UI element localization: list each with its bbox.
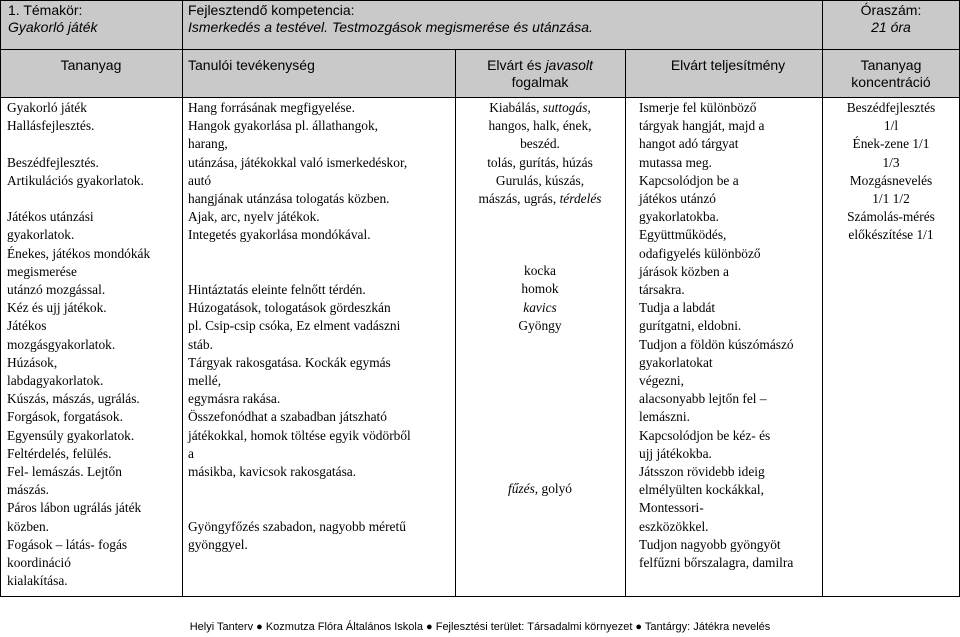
koncentracio-column <box>822 99 960 245</box>
col-header-fogalmak-a: Elvárt és <box>487 57 546 73</box>
col-header-koncentracio-a: Tananyag <box>860 57 922 73</box>
teljesitmeny-line: hangot adó tárgyat <box>639 136 739 152</box>
koncentracio-line: előkészítése 1/1 <box>848 227 934 243</box>
teljesitmeny-line: társakra. <box>639 282 685 298</box>
teljesitmeny-line: végezni, <box>639 373 684 389</box>
tananyag-line: labdagyakorlatok. <box>7 373 104 389</box>
tananyag-line: mozgásgyakorlatok. <box>7 336 116 352</box>
col-header-fogalmak <box>455 57 625 91</box>
tananyag-line: Húzások, <box>7 354 58 370</box>
teljesitmeny-line: Együttműködés, <box>639 227 727 243</box>
border-bottom <box>0 596 960 597</box>
tananyag-line: Egyensúly gyakorlatok. <box>7 427 135 443</box>
col-header-tevekenyseg: Tanulói tevékenység <box>188 57 315 73</box>
tananyag-line: Fogások – látás- fogás <box>7 536 128 552</box>
tevekenyseg-column <box>188 99 450 554</box>
tevekenyseg-line <box>188 499 450 517</box>
tananyag-line: közben. <box>7 518 50 534</box>
teljesitmeny-line: Kapcsolódjon be kéz- és <box>639 427 771 443</box>
fogalmak-golyo: , golyó <box>534 481 572 497</box>
koncentracio-line: 1/3 <box>882 154 900 170</box>
teljesitmeny-line: odafigyelés különböző <box>639 245 761 261</box>
tevekenyseg-line <box>188 481 450 499</box>
tananyag-line: Páros lábon ugrálás játék <box>7 500 142 516</box>
teljesitmeny-line: Kapcsolódjon be a <box>639 172 739 188</box>
tevekenyseg-line: másikba, kavicsok rakosgatása. <box>188 464 357 480</box>
divider-1 <box>182 0 183 597</box>
teljesitmeny-line: Tudjon a földön kúszómászó <box>639 336 794 352</box>
fogalmak-row1a: Kiabálás, <box>489 100 543 115</box>
divider-3 <box>625 50 626 597</box>
col-header-koncentracio-b: koncentráció <box>851 74 931 90</box>
tevekenyseg-line: Gyöngyfőzés szabadon, nagyobb méretű <box>188 518 406 534</box>
tevekenyseg-line: harang, <box>188 136 228 152</box>
teljesitmeny-line: Játsszon rövidebb ideig <box>639 464 765 480</box>
tevekenyseg-line: Hangok gyakorlása pl. állathangok, <box>188 118 379 134</box>
tananyag-line: Beszédfejlesztés. <box>7 154 99 170</box>
col-header-teljesitmeny: Elvárt teljesítmény <box>670 57 786 73</box>
tananyag-line: Feltérdelés, felülés. <box>7 445 112 461</box>
tananyag-line: Kéz és ujj játékok. <box>7 300 107 316</box>
tevekenyseg-line: Hintáztatás eleinte felnőtt térdén. <box>188 282 366 298</box>
teljesitmeny-line: lemászni. <box>639 409 690 425</box>
teljesitmeny-line: gyakorlatokat <box>639 354 713 370</box>
teljesitmeny-line: játékos utánzó <box>639 191 716 207</box>
tananyag-line <box>7 190 179 208</box>
border-top <box>0 0 960 1</box>
teljesitmeny-line: felfűzni bőrszalagra, damilra <box>639 555 794 571</box>
tananyag-line: Fel- lemászás. Lejtőn <box>7 464 122 480</box>
fogalmak-row2: hangos, halk, ének, <box>488 118 592 134</box>
competency-value: Ismerkedés a testével. Testmozgások megismerése és utánzása. <box>188 19 593 35</box>
topic-value: Gyakorló játék <box>8 19 98 35</box>
fogalmak-kocka: kocka <box>524 263 556 279</box>
teljesitmeny-line: ujj játékokba. <box>639 445 712 461</box>
competency-label: Fejlesztendő kompetencia: <box>188 2 355 18</box>
koncentracio-line: Számolás-mérés <box>847 209 935 225</box>
teljesitmeny-column <box>639 99 821 572</box>
teljesitmeny-line: mutassa meg. <box>639 154 712 170</box>
divider-4 <box>822 0 823 597</box>
col-header-tananyag: Tananyag <box>60 57 122 73</box>
tananyag-line: Játékos <box>7 318 47 334</box>
fogalmak-kavics: kavics <box>523 299 557 315</box>
fogalmak-row3: beszéd. <box>520 136 560 152</box>
tevekenyseg-line: Húzogatások, tologatások gördeszkán <box>188 300 391 316</box>
koncentracio-line: 1/l <box>883 118 899 134</box>
table-header <box>0 0 960 97</box>
tevekenyseg-line: mellé, <box>188 373 222 389</box>
col-header-fogalmak-b: fogalmak <box>511 74 569 90</box>
tevekenyseg-line: Tárgyak rakosgatása. Kockák egymás <box>188 354 391 370</box>
teljesitmeny-line: elmélyülten kockákkal, <box>639 482 764 498</box>
teljesitmeny-line: eszközökkel. <box>639 518 709 534</box>
tananyag-line: kialakítása. <box>7 573 68 589</box>
tananyag-line: Játékos utánzási <box>7 209 94 225</box>
tananyag-line <box>7 135 179 153</box>
tananyag-line: gyakorlatok. <box>7 227 75 243</box>
tevekenyseg-line: utánzása, játékokkal való ismerkedéskor, <box>188 154 408 170</box>
tevekenyseg-line: a <box>188 445 194 461</box>
tananyag-line: koordináció <box>7 555 71 571</box>
tevekenyseg-line: játékokkal, homok töltése egyik vödörből <box>188 427 411 443</box>
hours-label: Óraszám: <box>860 2 922 18</box>
teljesitmeny-line: gurítgatni, eldobni. <box>639 318 742 334</box>
tevekenyseg-line: egymásra rakása. <box>188 391 281 407</box>
border-left <box>0 0 1 597</box>
koncentracio-line: 1/1 1/2 <box>872 191 910 207</box>
tevekenyseg-line: hangjának utánzása tologatás közben. <box>188 191 390 207</box>
tananyag-line: mászás. <box>7 482 50 498</box>
header-row-columns <box>0 50 960 97</box>
koncentracio-line: Beszédfejlesztés <box>846 100 936 115</box>
tevekenyseg-line <box>188 245 450 263</box>
teljesitmeny-line: Tudja a labdát <box>639 300 716 316</box>
fogalmak-homok: homok <box>521 281 559 297</box>
tananyag-line: Hallásfejlesztés. <box>7 118 95 134</box>
topic-label: 1. Témakör: <box>8 2 83 18</box>
page-footer: Helyi Tanterv ● Kozmutza Flóra Általános Iskola ● Fejlesztési terület: Társadalmi környezet ● Tantárgy: Játékra nevelés <box>189 621 771 633</box>
teljesitmeny-line: Tudjon nagyobb gyöngyöt <box>639 536 781 552</box>
tevekenyseg-line: pl. Csip-csip csóka, Ez elment vadászni <box>188 318 401 334</box>
competency-cell <box>188 2 593 36</box>
tananyag-line: utánzó mozgással. <box>7 282 106 298</box>
koncentracio-line: Ének-zene 1/1 <box>852 136 930 152</box>
tevekenyseg-line <box>188 263 450 281</box>
teljesitmeny-line: gyakorlatokba. <box>639 209 719 225</box>
tevekenyseg-line: stáb. <box>188 336 213 352</box>
tevekenyseg-line: Integetés gyakorlása mondókával. <box>188 227 371 243</box>
header-row-topic <box>0 0 960 50</box>
teljesitmeny-line: járások közben a <box>639 263 729 279</box>
teljesitmeny-line: alacsonyabb lejtőn fel – <box>639 391 767 407</box>
fogalmak-row6b: térdelés <box>559 191 602 207</box>
tevekenyseg-line: Összefonódhat a szabadban játszható <box>188 409 387 425</box>
tananyag-column <box>7 99 179 590</box>
tananyag-line: Artikulációs gyakorlatok. <box>7 172 144 188</box>
fogalmak-row4: tolás, gurítás, húzás <box>487 154 593 170</box>
fogalmak-row5: Gurulás, kúszás, <box>495 172 585 188</box>
tananyag-line: Énekes, játékos mondókák <box>7 245 151 261</box>
tevekenyseg-line: gyönggyel. <box>188 536 248 552</box>
hours-value: 21 óra <box>871 19 911 35</box>
koncentracio-line: Mozgásnevelés <box>849 172 933 188</box>
tevekenyseg-line: autó <box>188 172 212 188</box>
teljesitmeny-line: tárgyak hangját, majd a <box>639 118 765 134</box>
teljesitmeny-line: Ismerje fel különböző <box>639 100 757 115</box>
fogalmak-fuzes: fűzés <box>508 481 535 497</box>
col-header-fogalmak-italic: javasolt <box>545 57 593 73</box>
tananyag-line: megismerése <box>7 263 77 279</box>
fogalmak-row6a: mászás, ugrás, <box>478 191 560 207</box>
fogalmak-gyongy: Gyöngy <box>518 317 562 333</box>
tevekenyseg-line: Ajak, arc, nyelv játékok. <box>188 209 320 225</box>
tananyag-line: Gyakorló játék <box>7 100 87 115</box>
hours-cell <box>822 2 960 36</box>
tevekenyseg-line: Hang forrásának megfigyelése. <box>188 100 355 115</box>
tananyag-line: Forgások, forgatások. <box>7 409 123 425</box>
fogalmak-column <box>455 99 625 498</box>
tananyag-line: Kúszás, mászás, ugrálás. <box>7 391 140 407</box>
header-divider <box>0 97 960 98</box>
topic-cell <box>8 2 97 36</box>
teljesitmeny-line: Montessori- <box>639 500 704 516</box>
fogalmak-row1b: suttogás, <box>542 100 591 115</box>
col-header-koncentracio <box>822 57 960 91</box>
